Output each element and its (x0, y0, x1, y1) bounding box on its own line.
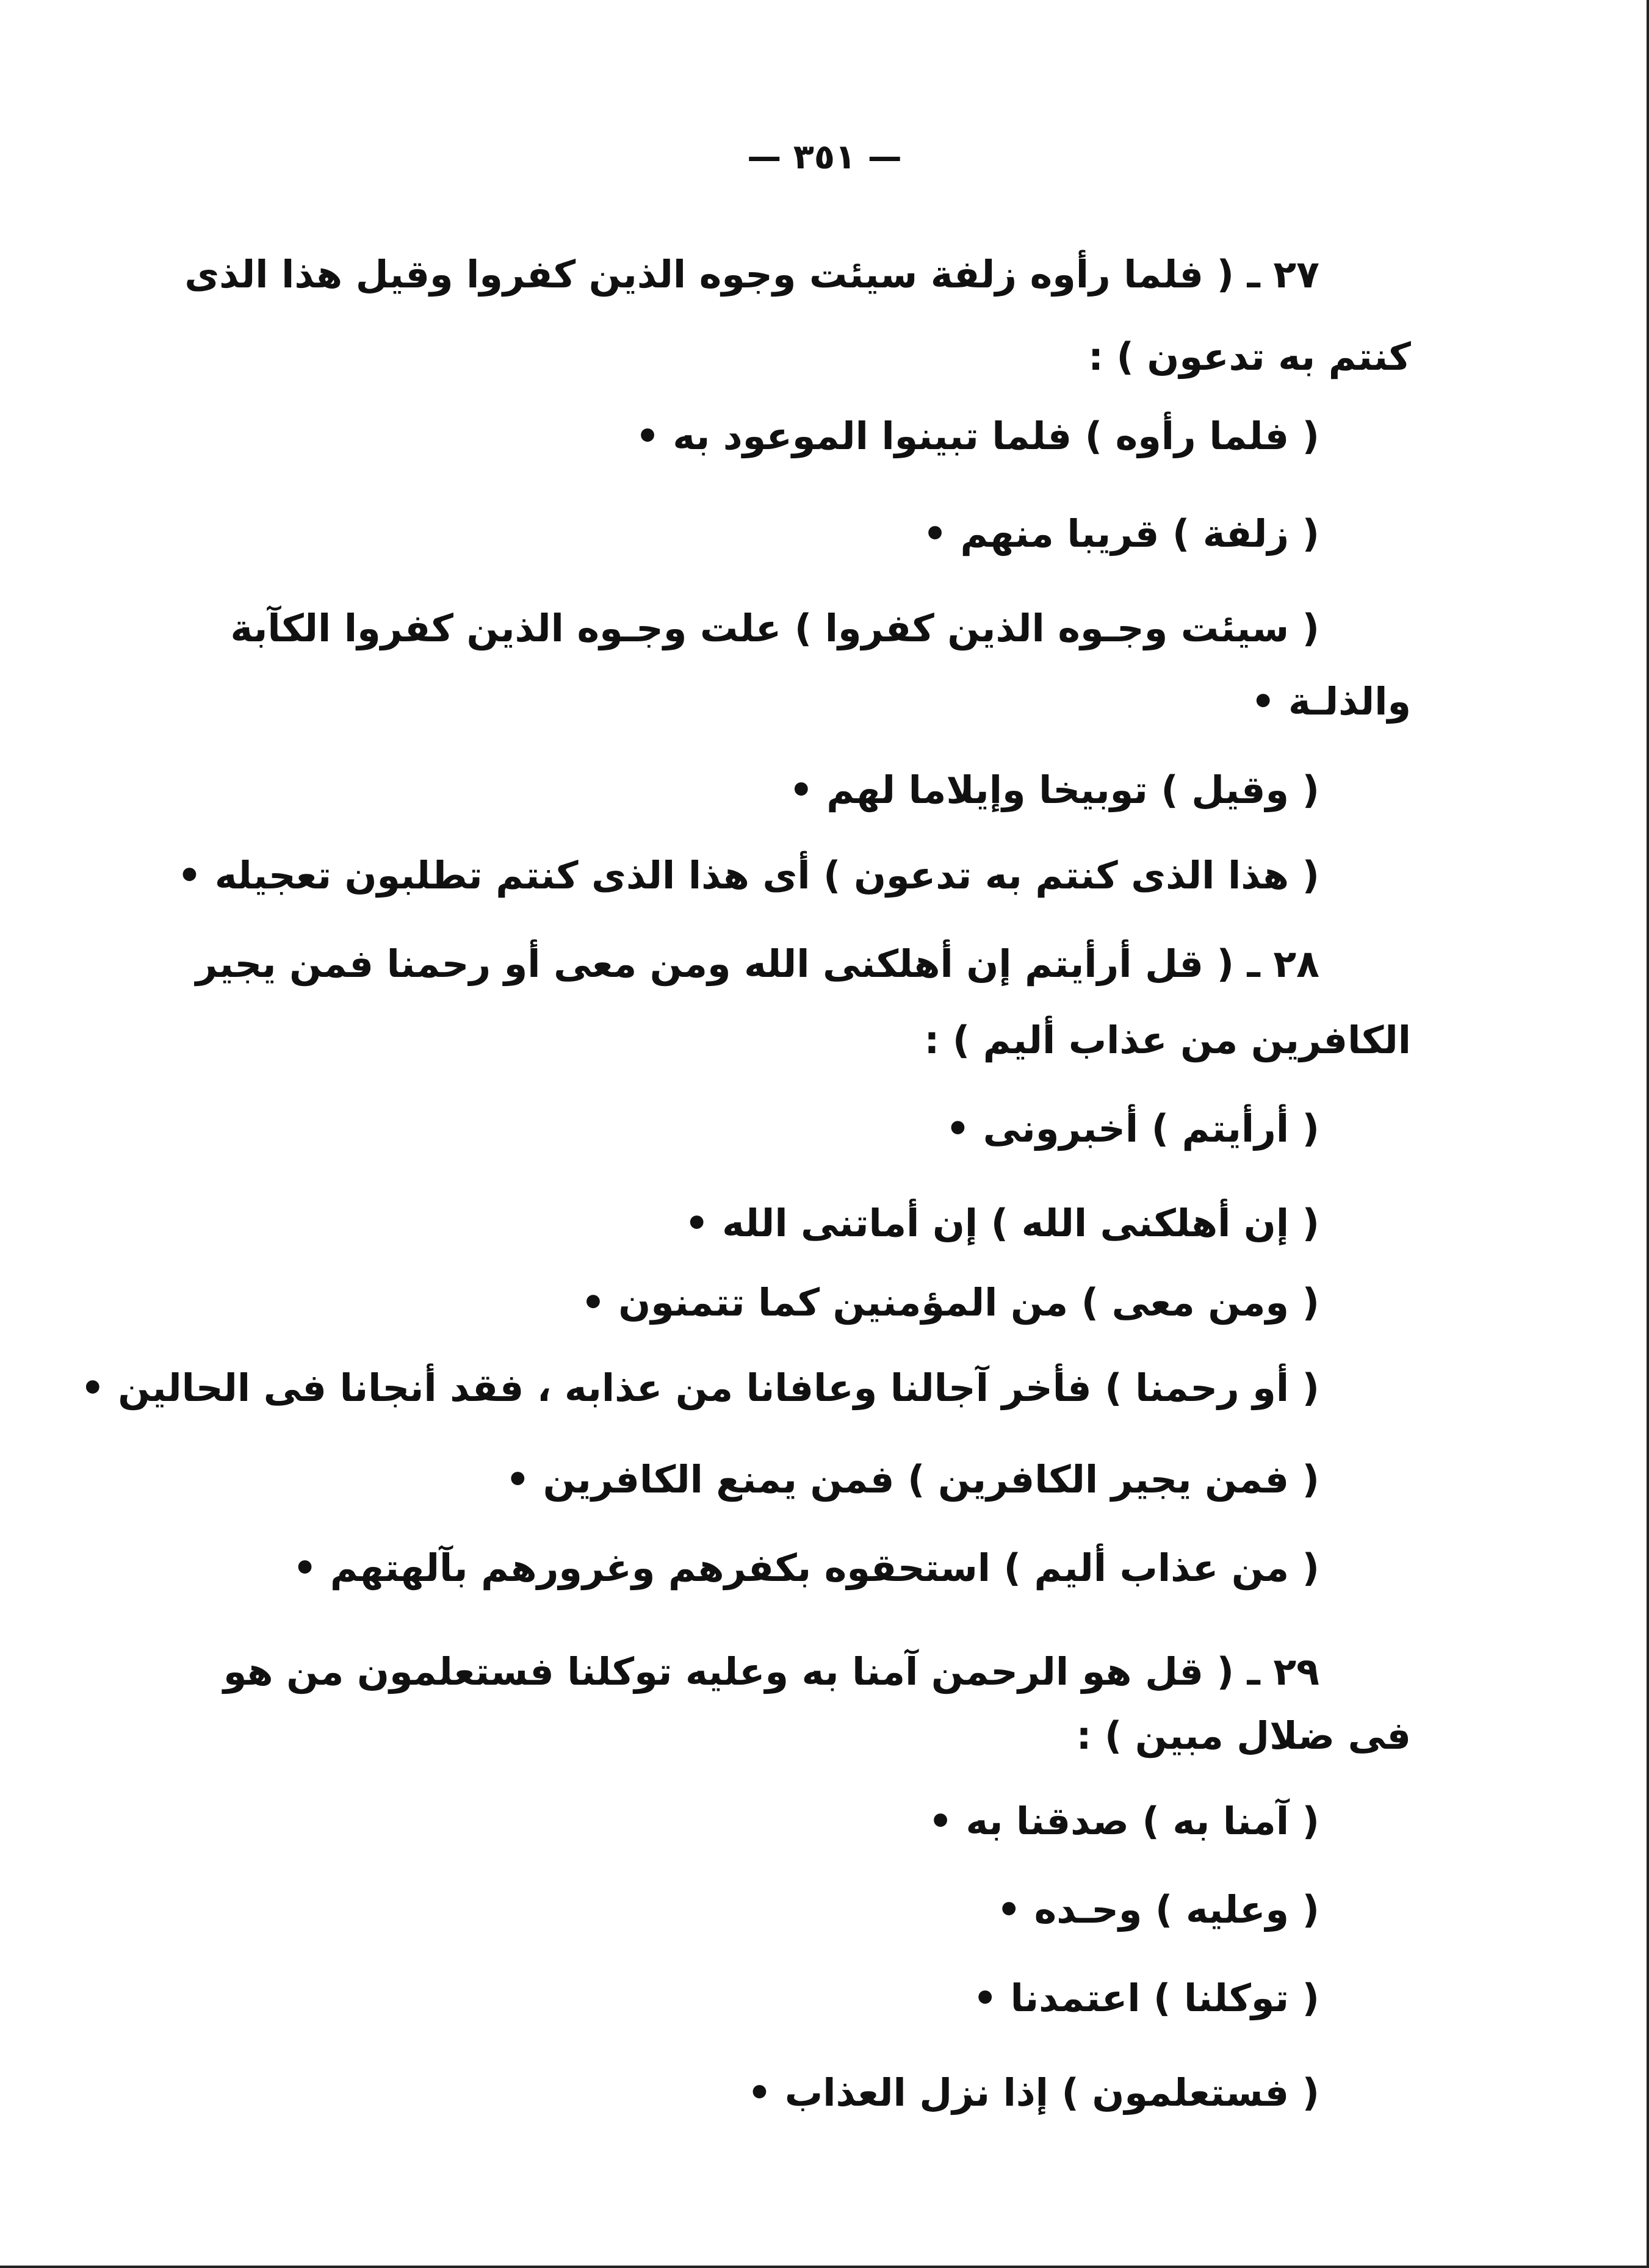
gloss-line: ( ومن معى ) من المؤمنين كما تتمنون • (581, 1280, 1319, 1325)
gloss-line: ( أرأيتم ) أخبرونى • (945, 1106, 1319, 1151)
verse-29-line-1: ٢٩ ـ ( قل هو الرحمن آمنا به وعليه توكلنا فستعلمون من هو (223, 1649, 1319, 1694)
gloss-line: ( توكلنا ) اعتمدنا • (973, 1976, 1319, 2020)
gloss-line: ( آمنا به ) صدقنا به • (928, 1799, 1319, 1843)
gloss-line: ( وقيل ) توبيخا وإيلاما لهم • (789, 768, 1319, 812)
gloss-line: ( فستعلمون ) إذا نزل العذاب • (747, 2070, 1319, 2115)
gloss-line: ( فمن يجير الكافرين ) فمن يمنع الكافرين • (505, 1457, 1319, 1502)
gloss-line: ( وعليه ) وحـده • (997, 1887, 1319, 1932)
gloss-line: ( هذا الذى كنتم به تدعون ) أى هذا الذى كنتم تطلبون تعجيله • (177, 853, 1319, 898)
gloss-line-continuation: والذلـة • (1250, 679, 1411, 724)
gloss-line: ( سيئت وجـوه الذين كفروا ) علت وجـوه الذين كفروا الكآبة (230, 606, 1319, 650)
gloss-line: ( زلفة ) قريبا منهم • (923, 511, 1319, 556)
page-number: — ٣٥١ — (747, 137, 902, 177)
verse-28-line-2: الكافرين من عذاب أليم ) : (924, 1018, 1411, 1062)
gloss-line: ( فلما رأوه ) فلما تبينوا الموعود به • (635, 414, 1319, 458)
gloss-line: ( إن أهلكنى الله ) إن أماتنى الله • (684, 1201, 1319, 1245)
verse-27-line-1: ٢٧ ـ ( فلما رأوه زلفة سيئت وجوه الذين كفروا وقيل هذا الذى (184, 252, 1319, 297)
gloss-line: ( من عذاب أليم ) استحقوه بكفرهم وغرورهم بآلهتهم • (292, 1546, 1319, 1590)
verse-28-line-1: ٢٨ ـ ( قل أرأيتم إن أهلكنى الله ومن معى أو رحمنا فمن يجير (195, 941, 1319, 986)
verse-29-line-2: فى ضلال مبين ) : (1076, 1713, 1411, 1758)
verse-27-line-2: كنتم به تدعون ) : (1088, 334, 1411, 379)
gloss-line: ( أو رحمنا ) فأخر آجالنا وعافانا من عذابه ، فقد أنجانا فى الحالين • (81, 1366, 1319, 1410)
